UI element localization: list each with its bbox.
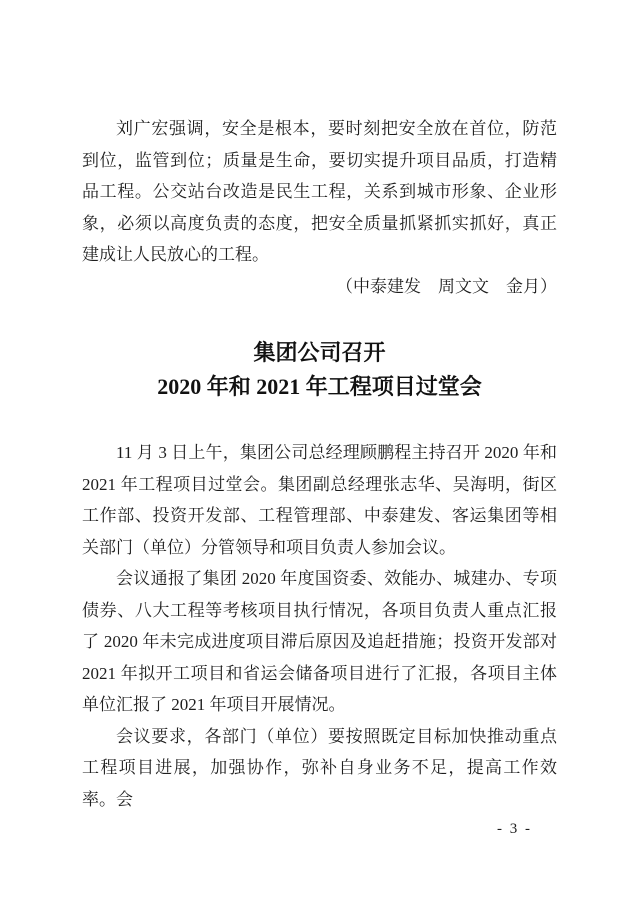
article-byline: （中泰建发 周文文 金月） <box>336 276 557 296</box>
article-title <box>82 336 557 404</box>
article-body <box>82 437 557 815</box>
page-number: - 3 - <box>497 821 532 837</box>
paragraph-liu-guanghong-remarks: 刘广宏强调，安全是根本，要时刻把安全放在首位，防范到位，监管到位；质量是生命，要切实提升项目品质，打造精品工程。公交站台改造是民生工程，关系到城市形象、企业形象，必须以高度负责的态度，把安全质量抓紧抓实抓好，真正建成让人民放心的工程。 <box>82 119 557 264</box>
article-title-line-2: 2020 年和 2021 年工程项目过堂会 <box>157 374 482 399</box>
article-title-line-1: 集团公司召开 <box>253 340 386 365</box>
paragraph-meeting-requirements: 会议要求，各部门（单位）要按照既定目标加快推动重点工程项目进展，加强协作，弥补自身业务不足，提高工作效率。会 <box>82 726 557 809</box>
paragraph-meeting-opening: 11 月 3 日上午，集团公司总经理顾鹏程主持召开 2020 年和 2021 年工程项目过堂会。集团副总经理张志华、吴海明，街区工作部、投资开发部、工程管理部、中泰建发、客运集团等相关部门（单位）分管领导和项目负责人参加会议。 <box>82 443 557 557</box>
paragraph-meeting-report: 会议通报了集团 2020 年度国资委、效能办、城建办、专项债券、八大工程等考核项目执行情况，各项目负责人重点汇报了 2020 年未完成进度项目滞后原因及追赶措施；投资开发部对 2021 年拟开工项目和省运会储备项目进行了汇报，各项目主体单位汇报了 2021 年项目开展情况。 <box>82 569 557 714</box>
document-content <box>82 113 557 815</box>
